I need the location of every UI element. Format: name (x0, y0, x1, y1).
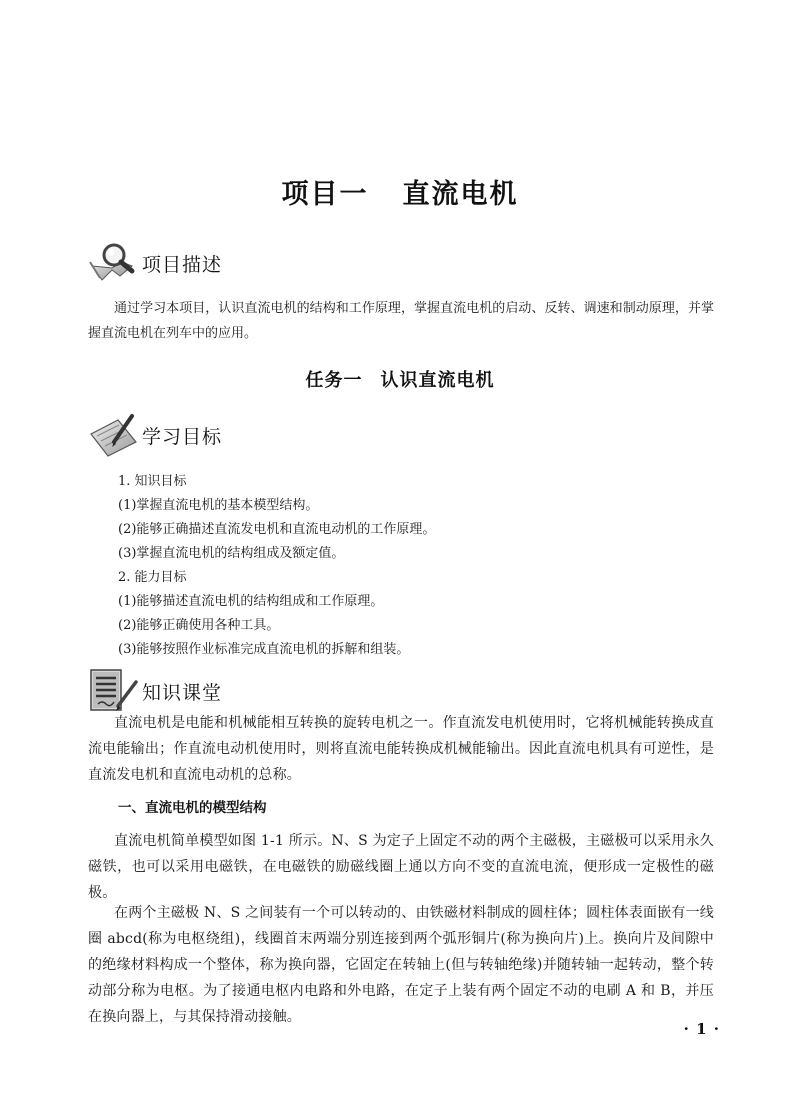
section-description-label: 项目描述 (142, 253, 223, 276)
list-item: (2)能够正确描述直流发电机和直流电动机的工作原理。 (118, 522, 436, 537)
section-objectives-label: 学习目标 (142, 425, 223, 448)
task-number: 任务一 (305, 370, 363, 391)
knowledge-paragraph-2: 在两个主磁极 N、S 之间装有一个可以转动的、由铁磁材料制成的圆柱体；圆柱体表面嵌有一线圈 abcd(称为电枢绕组)，线圈首末两端分别连接到两个弧形铜片(称为换向片)上。换向片及间隙中的绝缘材料构成一个整体，称为换向器，它固定在转轴上(但与转轴绝缘)并随转轴一起转动，整个转动部分称为电枢。为了接通电枢内电路和外电路，在定子上装有两个固定不动的电刷 A 和 B，并压在换向器上，与其保持滑动接触。 (88, 905, 714, 1025)
list-item: (1)掌握直流电机的基本模型结构。 (118, 498, 319, 513)
list-item: 1. 知识目标 (118, 474, 187, 489)
page-number: · 1 · (683, 1020, 720, 1038)
knowledge-paragraph-1: 直流电机简单模型如图 1-1 所示。N、S 为定子上固定不动的两个主磁极，主磁极可以采用永久磁铁，也可以采用电磁铁，在电磁铁的励磁线圈上通以方向不变的直流电流，便形成一定极性的磁极。 (88, 833, 714, 901)
list-item: 2. 能力目标 (118, 570, 187, 585)
section-description-header (88, 240, 222, 286)
project-name: 直流电机 (402, 179, 519, 210)
objectives-list (118, 470, 718, 662)
list-item: (1)能够描述直流电机的结构组成和工作原理。 (118, 594, 384, 609)
list-item: (3)能够按照作业标准完成直流电机的拆解和组装。 (118, 642, 410, 657)
project-number: 项目一 (281, 179, 369, 210)
task-title (0, 366, 800, 392)
list-item: (3)掌握直流电机的结构组成及额定值。 (118, 546, 345, 561)
document-pen-icon (88, 668, 140, 714)
section-knowledge-label: 知识课堂 (142, 681, 223, 704)
section-knowledge-header (88, 668, 222, 714)
subheading: 一、直流电机的模型结构 (118, 800, 267, 816)
section-objectives-header (88, 412, 222, 458)
list-item: (2)能够正确使用各种工具。 (118, 618, 280, 633)
magnifier-hand-icon (88, 240, 140, 286)
knowledge-intro: 直流电机是电能和机械能相互转换的旋转电机之一。作直流发电机使用时，它将机械能转换成直流电能输出；作直流电动机使用时，则将直流电能转换成机械能输出。因此直流电机具有可逆性，是直流发电机和直流电动机的总称。 (88, 715, 714, 783)
task-name: 认识直流电机 (380, 370, 495, 391)
description-text: 通过学习本项目，认识直流电机的结构和工作原理，掌握直流电机的启动、反转、调速和制动原理，并掌握直流电机在列车中的应用。 (88, 301, 714, 341)
notepad-pen-icon (88, 412, 140, 458)
project-title (0, 172, 800, 211)
